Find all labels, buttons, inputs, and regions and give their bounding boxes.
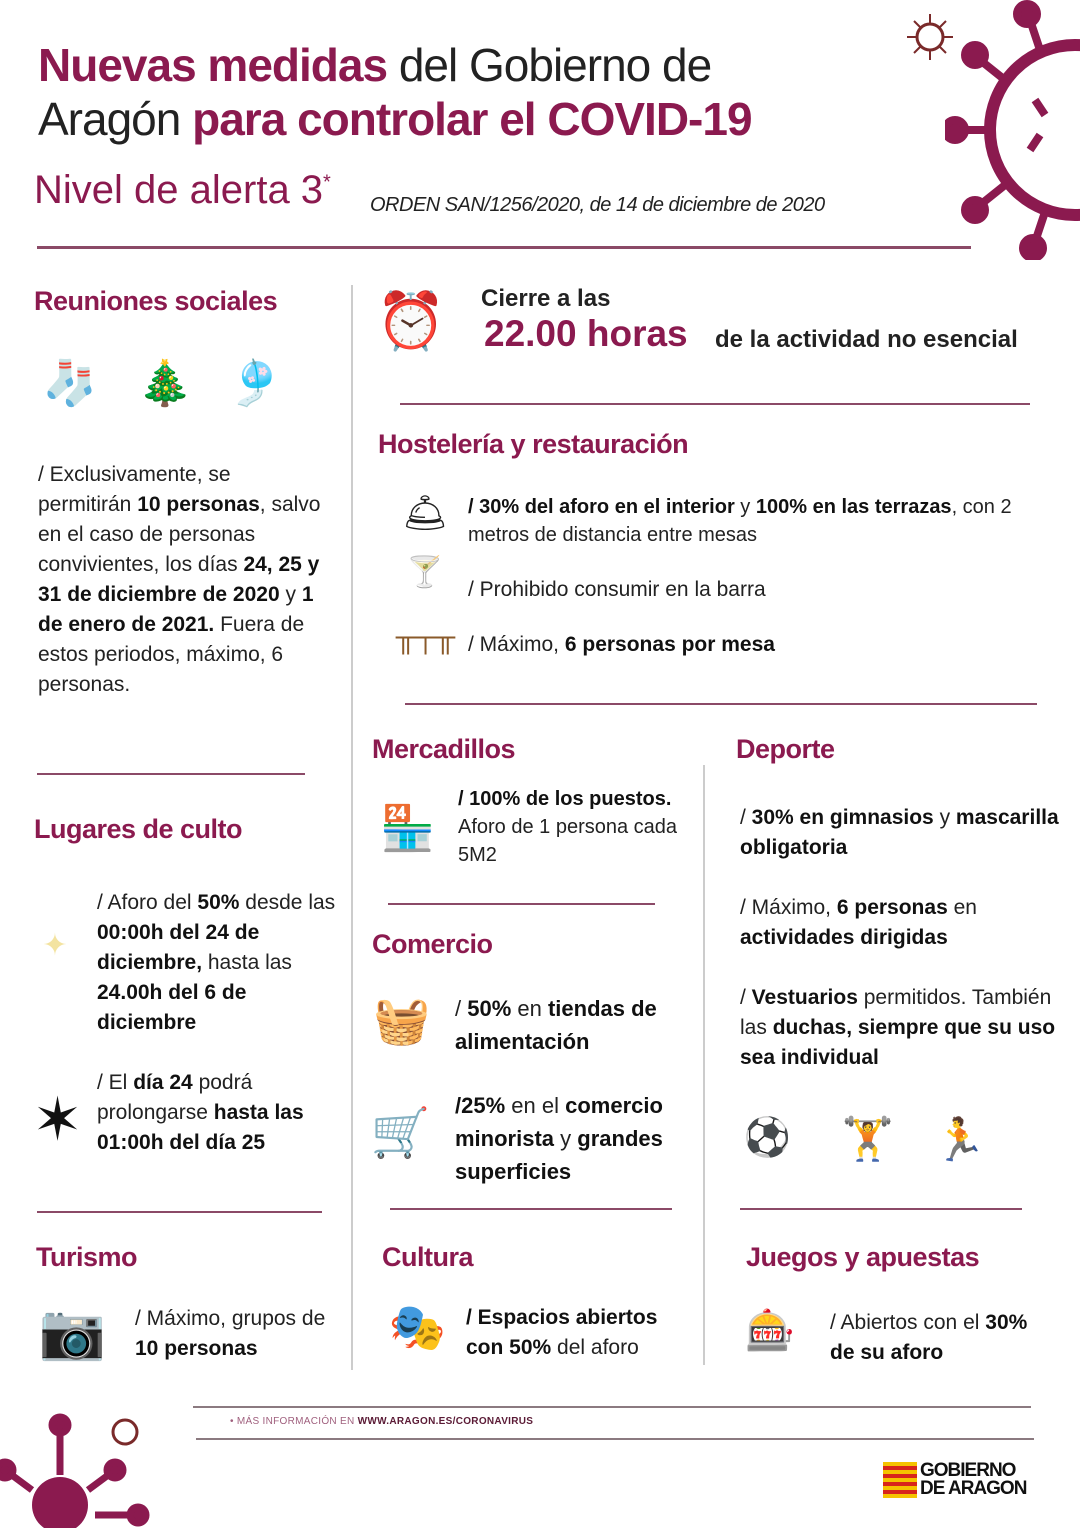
- market-stall-icon: 🏪: [380, 803, 435, 853]
- hosteleria-item: [468, 630, 1028, 660]
- header-divider: [37, 246, 971, 249]
- text: / Máximo,: [468, 633, 565, 656]
- text: en: [947, 896, 977, 919]
- cultura-text: [466, 1303, 696, 1363]
- bold-text: hasta las 01:00h del día 25: [97, 1101, 304, 1154]
- culto-heading: Lugares de culto: [34, 814, 243, 844]
- footer-divider-top: [193, 1406, 1031, 1408]
- bold-text: comercio minorista: [455, 1093, 663, 1151]
- serving-cloche-icon: 🛎: [402, 492, 448, 533]
- bold-text: / Espacios abiertos con 50%: [466, 1306, 658, 1359]
- bold-text: 6 personas por mesa: [564, 633, 775, 656]
- bold-text: Vestuarios: [751, 986, 858, 1009]
- column-divider-left: [351, 285, 353, 1370]
- closing-prefix: Cierre a las: [481, 285, 611, 312]
- bold-text: Nuevas medidas: [38, 39, 388, 91]
- text: del Gobierno de: [387, 39, 712, 91]
- soccer-ball-icon: ⚽: [743, 1116, 792, 1159]
- bold-text: 100% en las terrazas: [755, 496, 952, 518]
- divider: [740, 1208, 1022, 1210]
- culto-item: [97, 1068, 337, 1158]
- divider: [400, 403, 1030, 405]
- divider: [37, 1211, 322, 1213]
- more-info: • MÁS INFORMACIÓN EN WWW.ARAGON.ES/CORONAVIRUS: [230, 1416, 534, 1427]
- grocery-basket-icon: 🧺: [373, 993, 431, 1046]
- text: y: [933, 806, 956, 829]
- bold-text: para controlar el COVID-19: [192, 93, 752, 145]
- bold-text: 6 personas: [836, 896, 948, 919]
- alert-level: [34, 168, 331, 213]
- more-info-link[interactable]: WWW.ARAGON.ES/CORONAVIRUS: [357, 1416, 534, 1427]
- text: / Máximo,: [740, 896, 837, 919]
- text: / Abiertos con el: [830, 1311, 986, 1334]
- closing-suffix: de la actividad no esencial: [715, 326, 1018, 353]
- bold-text: actividades dirigidas: [740, 926, 948, 949]
- aragon-flag-icon: [883, 1462, 917, 1498]
- divider: [390, 1208, 672, 1210]
- text: Aragón: [38, 93, 193, 145]
- divider: [388, 903, 655, 905]
- juegos-heading: Juegos y apuestas: [746, 1242, 980, 1272]
- bold-text: /25%: [455, 1093, 506, 1118]
- deporte-item: [740, 803, 1060, 863]
- comercio-heading: Comercio: [372, 929, 493, 959]
- divider: [405, 703, 1037, 705]
- text: / Máximo, grupos de: [135, 1307, 326, 1330]
- turismo-text: [135, 1304, 335, 1364]
- bold-text: 24, 25 y 31 de diciembre de 2020: [38, 553, 320, 606]
- sparkle-icon: ✦: [42, 928, 68, 962]
- bold-text: mascarilla obligatoria: [740, 806, 1059, 859]
- bold-text: 00:00h del 24 de diciembre,: [97, 921, 260, 974]
- text: y: [554, 1126, 578, 1151]
- christmas-ornaments-icon: 🎐: [227, 358, 283, 408]
- text: y: [734, 496, 756, 518]
- runner-icon: 🏃: [933, 1115, 987, 1163]
- christmas-tree-icon: 🎄: [137, 358, 193, 408]
- more-info-label: MÁS INFORMACIÓN EN: [236, 1416, 358, 1427]
- order-reference: ORDEN SAN/1256/2020, de 14 de diciembre de 2020: [370, 194, 825, 216]
- text: del aforo: [551, 1336, 639, 1359]
- gobierno-aragon-logo: [883, 1462, 1026, 1498]
- virus-icon-large: [945, 0, 1080, 260]
- text: en el: [505, 1093, 566, 1118]
- mercadillos-heading: Mercadillos: [372, 734, 516, 764]
- bold-text: duchas, siempre que su uso sea individual: [740, 1016, 1056, 1069]
- mercadillos-text: [458, 785, 688, 869]
- juegos-text: [830, 1308, 1050, 1368]
- bold-text: 30% de su aforo: [830, 1311, 1028, 1364]
- virus-icon-small: [905, 12, 955, 62]
- text: hasta las: [202, 951, 292, 974]
- alert-level-text: Nivel de alerta 3: [34, 168, 324, 212]
- footer-divider-bottom: [196, 1438, 1034, 1440]
- bold-text: 50%: [467, 996, 512, 1021]
- hosteleria-heading: Hostelería y restauración: [378, 429, 689, 459]
- comercio-item: [455, 992, 695, 1058]
- hosteleria-item: [468, 575, 1028, 605]
- text: / El: [97, 1071, 134, 1094]
- text: , salvo en el caso de personas convivientes, los días: [38, 493, 321, 576]
- text: , con 2 metros de distancia entre mesas: [468, 496, 1012, 546]
- bold-text: 30% en gimnasios: [751, 806, 934, 829]
- text: desde las: [239, 891, 336, 914]
- bold-text: 24.00h del 6 de diciembre: [97, 981, 247, 1034]
- alarm-clock-icon: ⏰: [376, 289, 446, 352]
- text: permitidos. También las: [740, 986, 1052, 1039]
- bold-text: / 30% del aforo en el interior: [468, 496, 735, 518]
- virus-icon-bottom: [0, 1410, 150, 1528]
- theater-masks-icon: 🎭: [388, 1301, 447, 1353]
- text: /: [455, 996, 468, 1021]
- weightlifting-icon: 🏋: [841, 1115, 895, 1162]
- table-chairs-icon: ╥┬╥: [395, 621, 456, 652]
- hosteleria-item: [468, 493, 1038, 549]
- text: / Aforo del: [97, 891, 198, 914]
- text: / Prohibido consumir en la barra: [468, 578, 766, 601]
- logo-line-1: GOBIERNO: [920, 1460, 1016, 1481]
- logo-line-2: DE ARAGON: [920, 1478, 1027, 1499]
- shopping-cart-icon: 🛒: [370, 1107, 431, 1160]
- deporte-heading: Deporte: [736, 734, 835, 764]
- casino-chips-icon: 🎰: [745, 1308, 795, 1353]
- title-line-2: [38, 92, 752, 146]
- title-line-1: [38, 38, 752, 92]
- culto-item: [97, 888, 347, 1038]
- christmas-stocking-icon: 🧦: [42, 358, 98, 408]
- text: en: [511, 996, 548, 1021]
- bold-text: 10 personas: [135, 1337, 258, 1360]
- cultura-heading: Cultura: [382, 1242, 473, 1272]
- closing-time: 22.00 horas: [484, 313, 688, 354]
- text: y: [279, 583, 302, 606]
- column-divider-right: [703, 765, 705, 1365]
- divider: [37, 773, 305, 775]
- text: / Exclusivamente, se permitirán: [38, 463, 231, 516]
- bold-text: tiendas de alimentación: [455, 996, 657, 1054]
- alert-asterisk: *: [323, 171, 331, 194]
- cocktail-glass-icon: 🍸: [406, 556, 444, 589]
- text: /: [740, 986, 752, 1009]
- camera-icon: 📷: [38, 1302, 107, 1362]
- bold-text: 1 de enero de 2021.: [38, 583, 314, 636]
- turismo-heading: Turismo: [36, 1242, 138, 1272]
- deporte-item: [740, 893, 1060, 953]
- reuniones-text: [38, 460, 328, 700]
- deporte-item: [740, 983, 1060, 1073]
- text: Fuera de estos periodos, máximo, 6 personas.: [38, 613, 305, 696]
- bold-text: grandes superficies: [455, 1126, 663, 1184]
- bold-text: / 100% de los puestos.: [458, 788, 672, 810]
- bold-text: 10 personas: [137, 493, 260, 516]
- bold-text: día 24: [133, 1071, 193, 1094]
- comercio-item: [455, 1089, 695, 1188]
- page-title: [38, 38, 752, 146]
- text: Aforo de 1 persona cada 5M2: [458, 816, 678, 866]
- reuniones-heading: Reuniones sociales: [34, 286, 278, 316]
- text: podrá prolongarse: [97, 1071, 253, 1124]
- star-icon: ✶: [32, 1086, 83, 1153]
- text: /: [740, 806, 752, 829]
- bold-text: 50%: [197, 891, 240, 914]
